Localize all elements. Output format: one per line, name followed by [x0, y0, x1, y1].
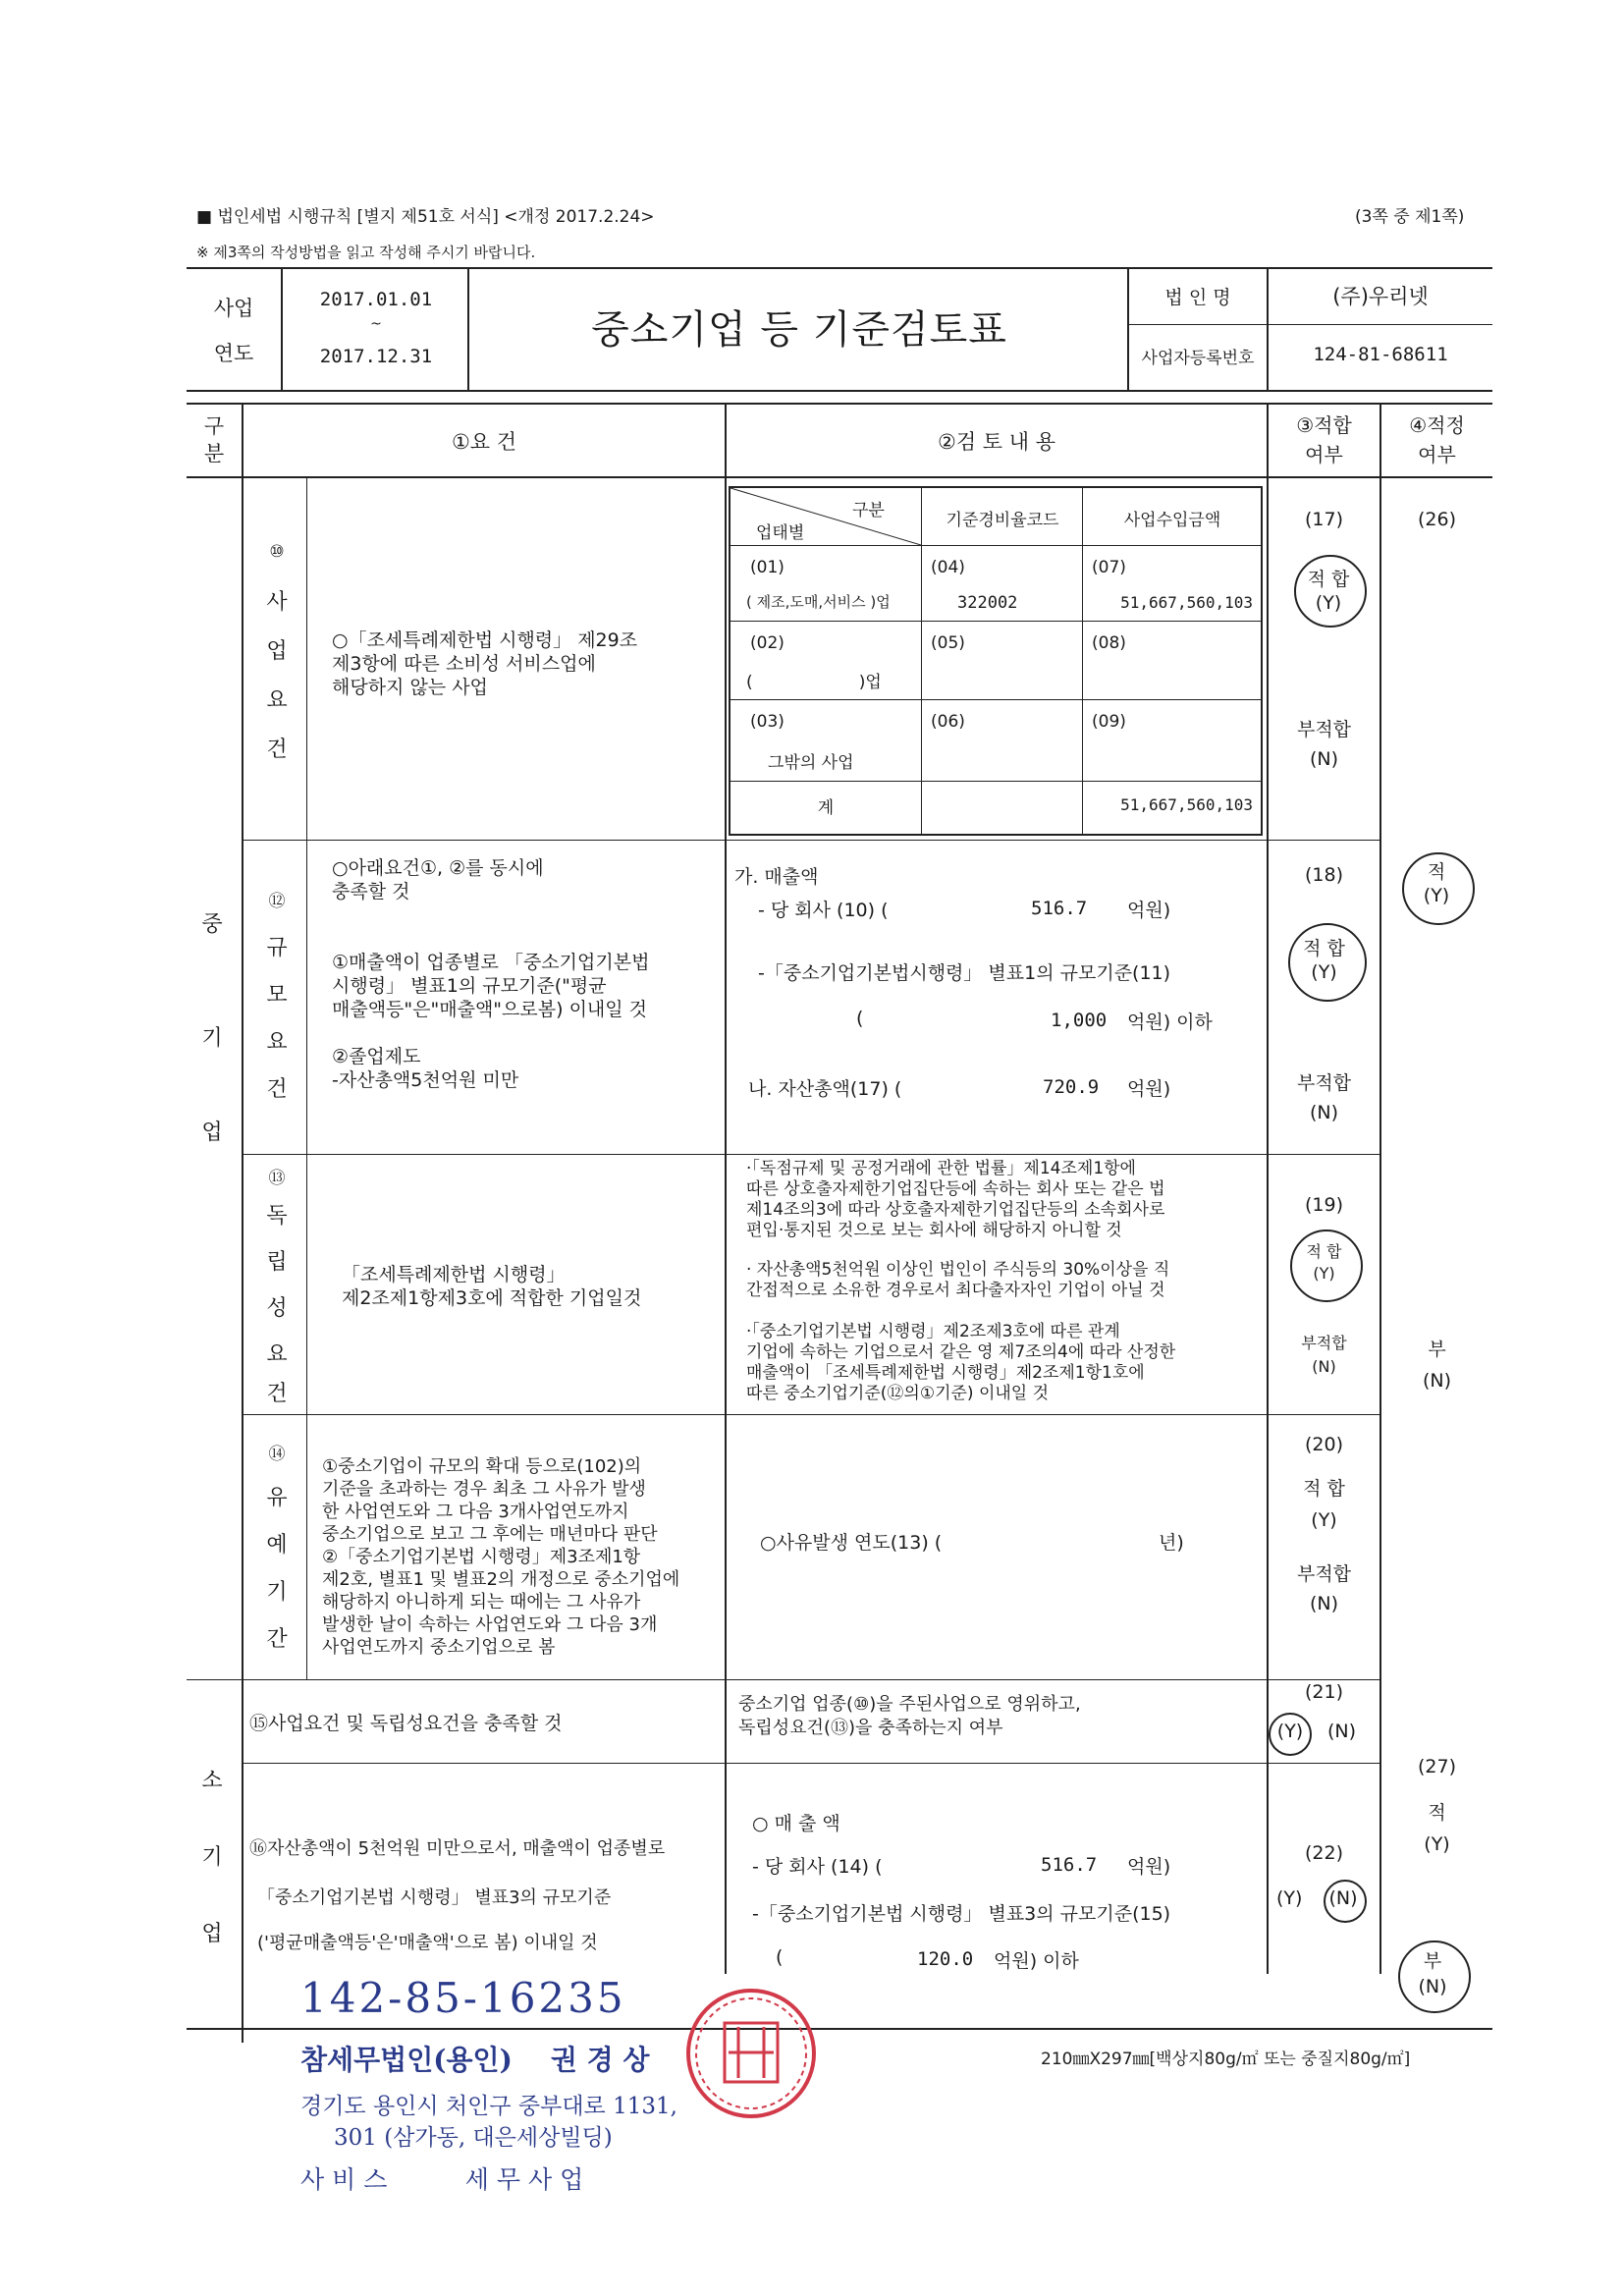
r106-std-value: 120.0: [917, 1948, 974, 1970]
r102-label-1: 규: [266, 936, 288, 960]
stamp-firm-name: 참세무법인(용인) 권 경 상: [300, 2044, 650, 2076]
r104-label-4: 간: [266, 1627, 288, 1652]
r106-proper-low: 부 (N): [1418, 1950, 1447, 1997]
r101-label-3: 요: [266, 688, 288, 713]
r102-std-value: 1,000: [1051, 1010, 1108, 1031]
paper-spec: 210㎜X297㎜[백상지80g/㎡ 또는 중질지80g/㎡]: [1041, 2050, 1411, 2069]
r106-own-value: 516.7: [1041, 1854, 1098, 1876]
r104-fit-yes: 적 합 (Y): [1303, 1478, 1345, 1531]
r101-number: ⑩: [269, 542, 285, 562]
r106-condition-1: ⑯자산총액이 5천억원 미만으로서, 매출액이 업종별로: [249, 1838, 666, 1859]
r106-fit-n: (N): [1328, 1887, 1358, 1909]
r104-fit-number: (20): [1304, 1434, 1343, 1455]
r103-proper-value: 부 (N): [1422, 1339, 1452, 1392]
side-label-small-1: 소: [201, 1769, 223, 1793]
r103-label-3: 성: [266, 1296, 288, 1321]
side-label-small-3: 업: [201, 1922, 223, 1946]
r106-std-paren: (: [776, 1946, 784, 1968]
reg-number-label: 사업자등록번호: [1141, 349, 1255, 368]
col-header-review: ②검 토 내 용: [938, 430, 1055, 454]
col-header-fit: ③적합 여부: [1296, 413, 1352, 466]
r101-inner-biz: 업태별: [756, 523, 805, 543]
r101-row2-amt-no: (08): [1092, 633, 1126, 653]
r104-label-2: 예: [266, 1533, 288, 1558]
r101-row1-code-no: (04): [931, 558, 965, 577]
r101-proper-number: (26): [1417, 509, 1456, 530]
r104-review-label: ○사유발생 연도(13) (: [760, 1532, 943, 1554]
r106-own-unit: 억원): [1127, 1856, 1171, 1878]
year-end: 2017.12.31: [319, 346, 433, 367]
r106-std-unit: 억원) 이하: [994, 1950, 1079, 1972]
r102-condition-3: ②졸업제도 -자산총액5천억원 미만: [332, 1046, 519, 1091]
r101-inner-code-header: 기준경비율코드: [946, 511, 1059, 530]
r106-condition-3: ('평균매출액등'은'매출액'으로 봄) 이내일 것: [257, 1933, 598, 1953]
r102-label-3: 요: [266, 1030, 288, 1055]
side-label-small-2: 기: [201, 1845, 223, 1870]
r101-row3-code-no: (06): [931, 712, 965, 732]
year-start: 2017.01.01: [319, 289, 433, 310]
r101-fit-yes: 적 합 (Y): [1307, 569, 1350, 614]
r101-label-2: 업: [266, 639, 288, 664]
col-header-proper: ④적정 여부: [1409, 413, 1465, 466]
r102-fit-number: (18): [1304, 864, 1343, 886]
r101-row3-biz: 그밖의 사업: [768, 753, 854, 773]
r101-row1-code: 322002: [957, 593, 1018, 613]
r101-inner-gubun: 구분: [852, 501, 885, 520]
r103-label-2: 립: [266, 1250, 288, 1275]
r102-asset-value: 720.9: [1043, 1076, 1100, 1098]
r102-fit-no: 부적합 (N): [1296, 1072, 1352, 1123]
r101-fit-number: (17): [1304, 509, 1343, 530]
r102-number: ⑫: [268, 892, 286, 911]
r101-row2-code-no: (05): [931, 633, 965, 653]
r106-sales-label: ○ 매 출 액: [752, 1813, 840, 1834]
r102-proper-value: 적 (Y): [1423, 861, 1450, 906]
r105-review: 중소기업 업종(⑩)을 주된사업으로 영위하고, 독립성요건(⑬)을 충족하는지 여부: [738, 1694, 1081, 1738]
year-tilde: ~: [370, 316, 382, 332]
red-seal-stamp: [681, 1984, 821, 2123]
r105-condition: ⑮사업요건 및 독립성요건을 충족할 것: [249, 1713, 563, 1734]
r106-fit-y: (Y): [1276, 1887, 1303, 1909]
r103-condition: 「조세특례제한법 시행령」 제2조제1항제3호에 적합한 기업일것: [342, 1264, 642, 1309]
r101-condition: ○「조세특례제한법 시행령」 제29조 제3항에 따른 소비성 서비스업에 해당하지 않는 사업: [332, 629, 638, 698]
col-header-requirement: ①요 건: [451, 430, 517, 454]
r103-label-1: 독: [266, 1204, 288, 1229]
r106-std-label: -「중소기업기본법 시행령」 별표3의 규모기준(15): [752, 1903, 1171, 1925]
side-label-mid-3: 업: [201, 1121, 223, 1145]
r105-fit-number: (21): [1304, 1681, 1343, 1703]
r101-total-label: 계: [817, 798, 835, 818]
r103-label-4: 요: [266, 1342, 288, 1367]
r102-asset-unit: 억원): [1127, 1078, 1171, 1100]
r105-fit-n: (N): [1327, 1721, 1357, 1742]
r101-total-amount: 51,667,560,103: [1120, 795, 1253, 814]
r101-row1-biz: ( 제조,도매,서비스 )업: [746, 593, 891, 611]
r101-fit-no: 부적합 (N): [1296, 719, 1352, 770]
r106-fit-number: (22): [1304, 1842, 1343, 1864]
r101-row2-biz: ( )업: [746, 673, 882, 692]
r106-condition-2: 「중소기업기본법 시행령」 별표3의 규모기준: [257, 1887, 612, 1908]
r102-own-value: 516.7: [1031, 898, 1088, 919]
r101-label-1: 사: [266, 590, 288, 615]
r104-label-1: 유: [266, 1486, 288, 1510]
r102-fit-yes: 적 합 (Y): [1303, 938, 1345, 983]
r101-inner-amount-header: 사업수입금액: [1123, 511, 1221, 530]
r103-item-2: · 자산총액5천억원 이상인 법인이 주식등의 30%이상을 직 간접적으로 소유한 경우로서 최다출자자인 기업이 아닐 것: [746, 1260, 1170, 1300]
page-info: (3쪽 중 제1쪽): [1355, 207, 1465, 227]
col-header-gubun: 구 분: [203, 414, 225, 465]
r104-label-3: 기: [266, 1580, 288, 1605]
r103-label-5: 건: [266, 1382, 288, 1406]
r102-sales-label: 가. 매출액: [734, 866, 819, 888]
reg-number-value: 124-81-68611: [1313, 344, 1448, 365]
r103-fit-yes: 적 합 (Y): [1306, 1242, 1342, 1283]
r101-row1-amount: 51,667,560,103: [1120, 593, 1253, 612]
r102-own-label: - 당 회사 (10) (: [758, 900, 889, 921]
r103-fit-number: (19): [1304, 1194, 1343, 1216]
r103-fit-no: 부적합 (N): [1301, 1334, 1347, 1376]
r106-proper-number: (27): [1417, 1756, 1456, 1777]
r104-condition: ①중소기업이 규모의 확대 등으로(102)의 기준을 초과하는 경우 최초 그 사유가 발생 한 사업연도와 그 다음 3개사업연도까지 중소기업으로 보고 그 후에는 매년마다 판단 ②「중소기업기본법 시행령」제3조제1항 제2호, 별표1 및 별표2의 개정으로 중소기업에 해당하지 아니하게 되는 때에는 그 사유가 발생한 날이 속하는 사업연도와 그 다음 3개 사업연도까지 중소기업으로 봄: [322, 1456, 680, 1658]
r102-condition-2: ①매출액이 업종별로 「중소기업기본법 시행령」 별표1의 규모기준("평균 매출액등"은"매출액"으로봄) 이내일 것: [332, 952, 650, 1020]
side-label-mid-2: 기: [201, 1026, 223, 1051]
r101-row1-amt-no: (07): [1092, 558, 1126, 577]
r102-own-unit: 억원): [1127, 900, 1171, 921]
r101-label-4: 건: [266, 738, 288, 762]
corp-name-label: 법 인 명: [1164, 287, 1231, 308]
r103-item-1: ·「독점규제 및 공정거래에 관한 법률」제14조제1항에 따른 상호출자제한기업집단등에 속하는 회사 또는 같은 법 제14조의3에 따라 상호출자제한기업집단등의 소속회사로 편입·통지된 것으로 보는 회사에 해당하지 아니할 것: [746, 1159, 1165, 1240]
r101-row3-no: (03): [750, 712, 784, 732]
stamp-office: 사 비 스 세 무 사 업: [300, 2165, 584, 2194]
r102-condition-1: ○아래요건①, ②를 동시에 충족할 것: [332, 857, 544, 902]
r102-std-paren: (: [856, 1008, 864, 1029]
r101-row1-no: (01): [750, 558, 784, 577]
stamp-business-number: 142-85-16235: [300, 1974, 626, 2022]
r102-std-label: -「중소기업기본법시행령」 별표1의 규모기준(11): [758, 962, 1171, 984]
r103-number: ⑬: [268, 1169, 286, 1188]
year-label-bottom: 연도: [213, 342, 254, 365]
r102-label-4: 건: [266, 1077, 288, 1102]
r104-fit-no: 부적합 (N): [1296, 1563, 1352, 1614]
r104-review-unit: 년): [1159, 1532, 1184, 1554]
r104-number: ⑭: [268, 1445, 286, 1464]
r102-asset-label: 나. 자산총액(17) (: [748, 1078, 902, 1100]
r106-proper-mid: 적 (Y): [1424, 1802, 1450, 1855]
r101-row3-amt-no: (09): [1092, 712, 1126, 732]
r101-row2-no: (02): [750, 633, 784, 653]
side-label-mid-1: 중: [201, 912, 223, 937]
document-title: 중소기업 등 기준검토표: [591, 307, 1007, 353]
r103-item-3: ·「중소기업기본법 시행령」제2조제3호에 따른 관계 기업에 속하는 기업으로서 같은 영 제7조의4에 따라 산정한 매출액이 「조세특례제한법 시행령」제2조제1항1호에 따른 중소기업기준(⑫의①기준) 이내일 것: [746, 1322, 1176, 1403]
r102-std-unit: 억원) 이하: [1127, 1011, 1213, 1033]
writing-note: ※ 제3쪽의 작성방법을 읽고 작성해 주시기 바랍니다.: [196, 244, 536, 261]
corp-name-value: (주)우리넷: [1332, 285, 1429, 308]
r106-own-label: - 당 회사 (14) (: [752, 1856, 883, 1878]
stamp-address-2: 301 (삼가동, 대은세상빌딩): [334, 2125, 613, 2151]
year-label-top: 사업: [213, 297, 254, 320]
r102-label-2: 모: [266, 983, 288, 1008]
r105-fit-y: (Y): [1276, 1721, 1304, 1742]
form-title: ■ 법인세법 시행규칙 [별지 제51호 서식] <개정 2017.2.24>: [196, 207, 655, 227]
stamp-address-1: 경기도 용인시 처인구 중부대로 1131,: [300, 2094, 677, 2119]
